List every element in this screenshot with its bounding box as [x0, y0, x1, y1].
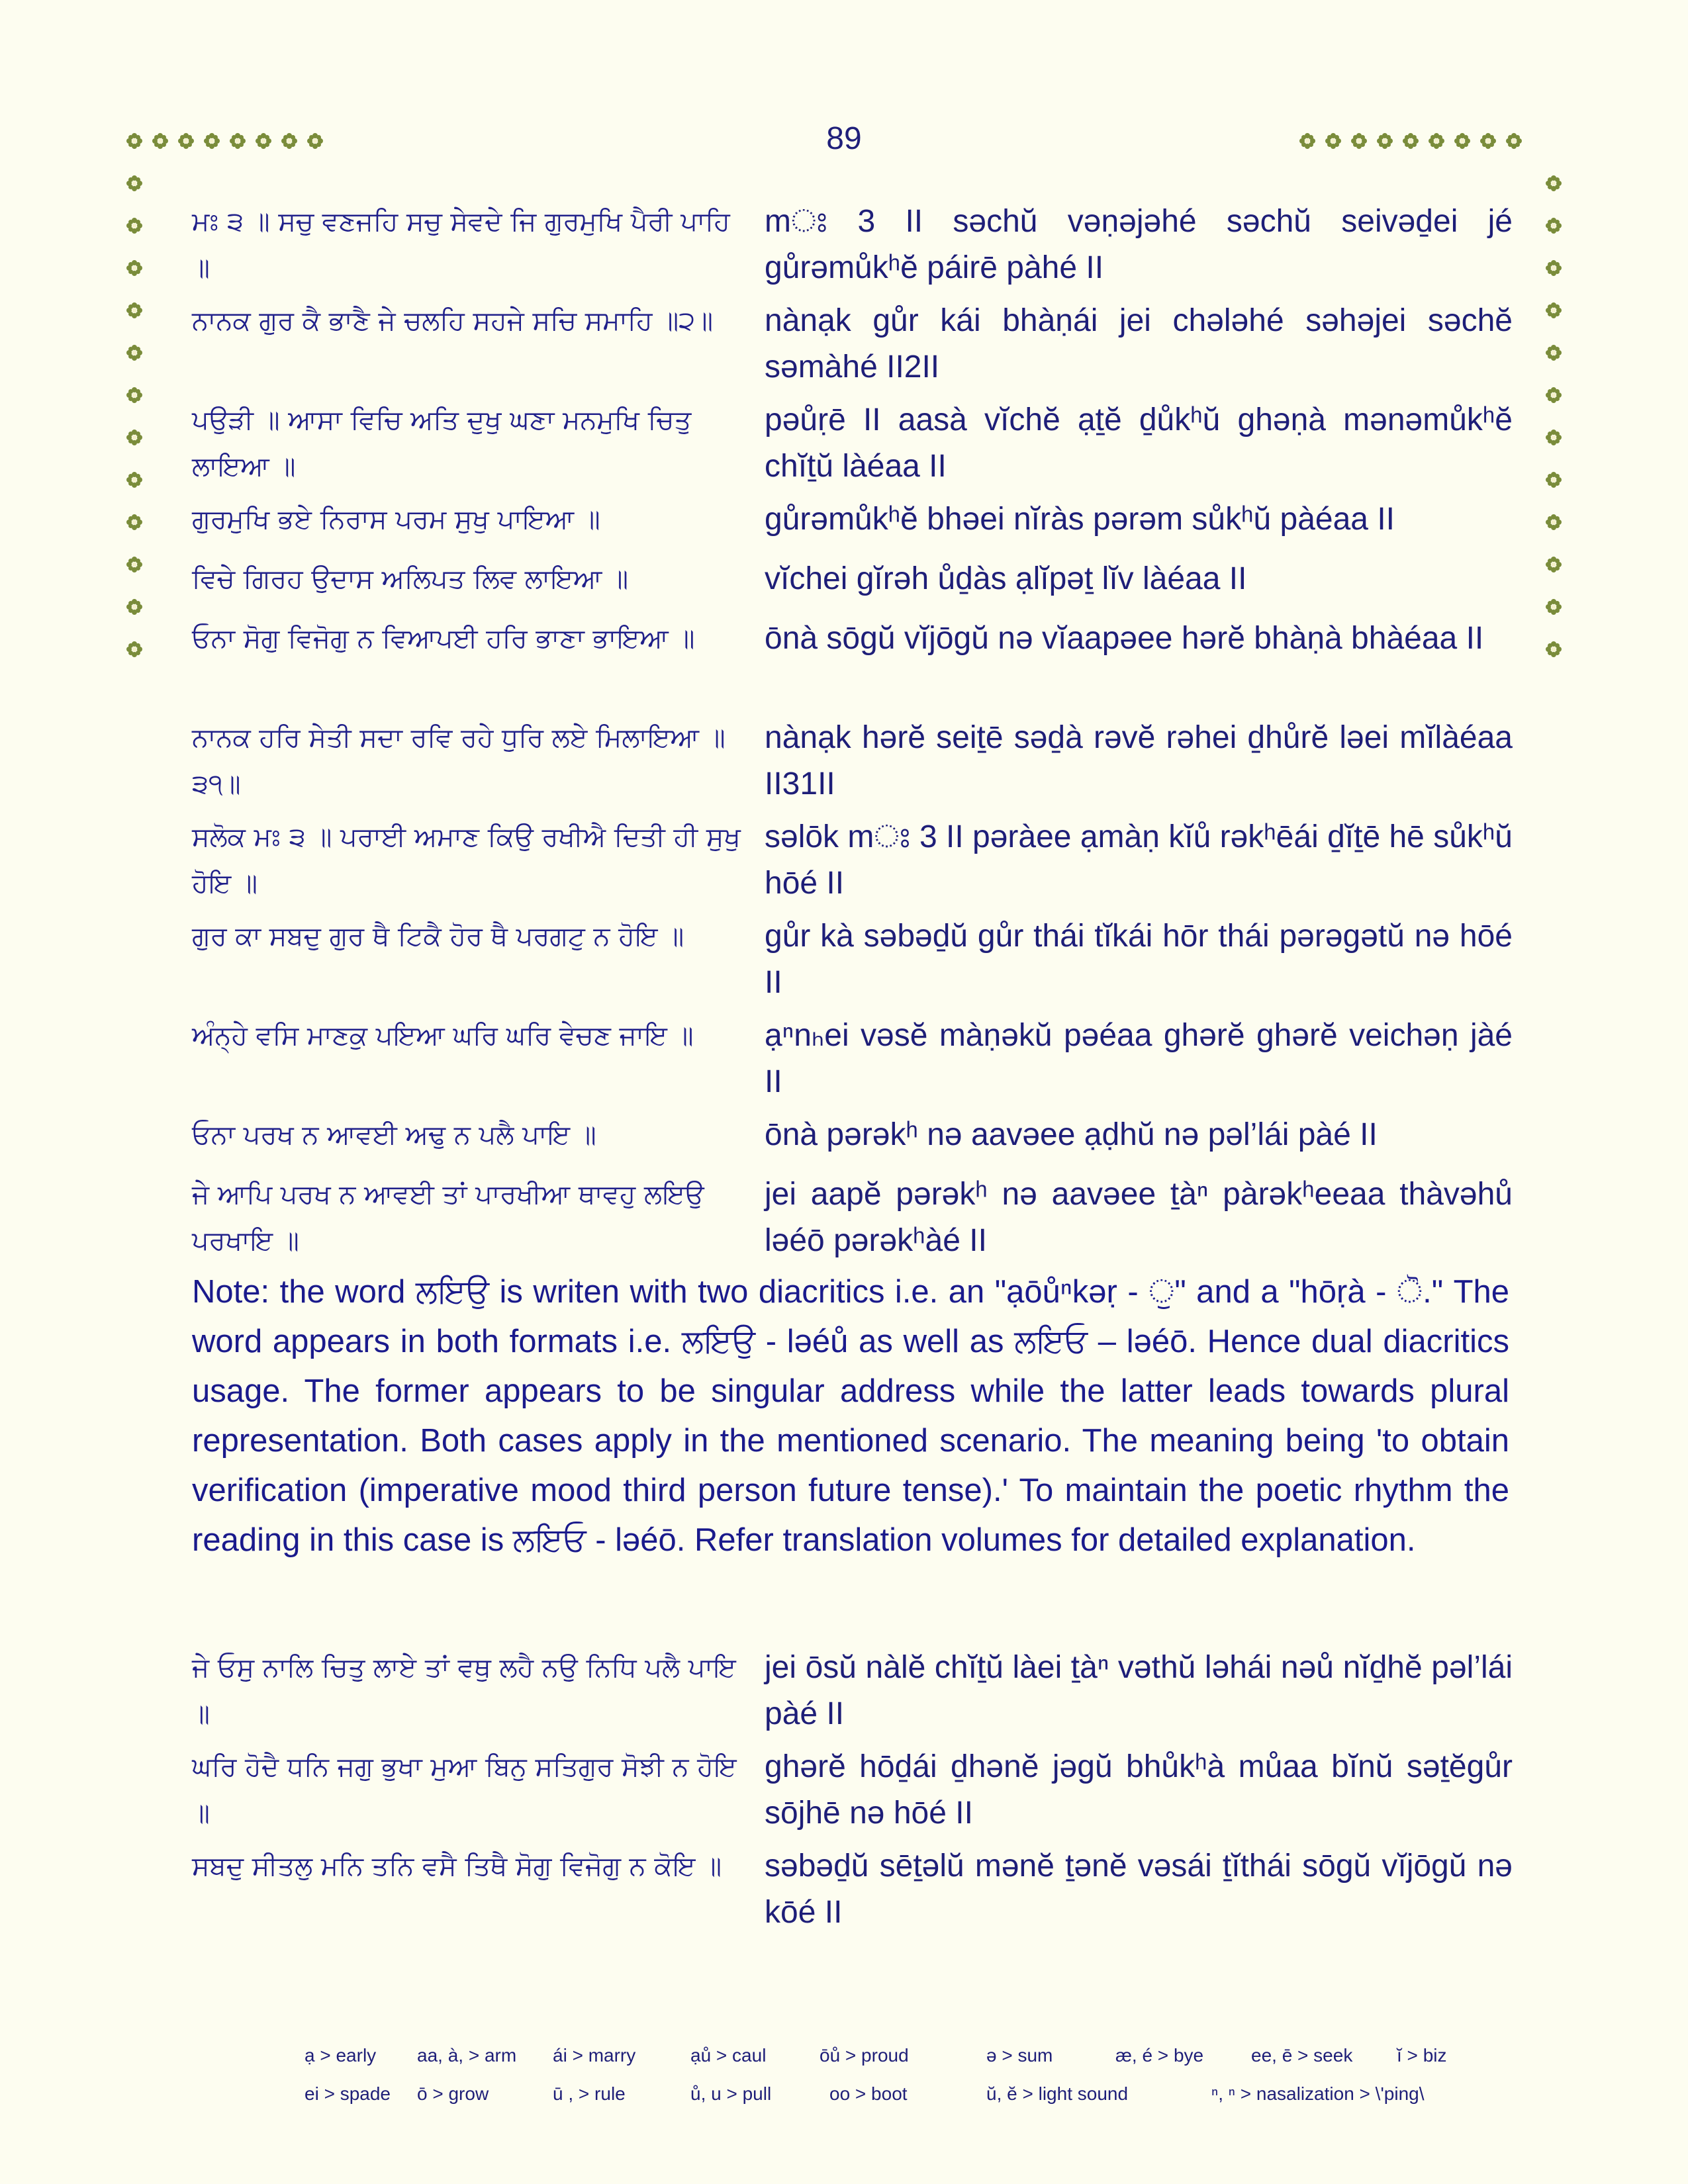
verse-row: [192, 1171, 1513, 1264]
transliteration-text: ghǝrĕ hōḏái ḏhǝnĕ jǝgŭ bhůkʰà můaa bĭnŭ sǝṯĕgůr sōjhē nǝ hōé II: [765, 1749, 1513, 1831]
flower-ornament-icon: [126, 471, 143, 488]
transliteration-text: jei aapĕ pǝrǝkʰ nǝ aavǝee ṯàⁿ pàrǝkʰeeaa thàvǝhů lǝéō pǝrǝkʰàé II: [765, 1177, 1513, 1258]
flower-ornament-icon: [126, 641, 143, 658]
flower-ornament-icon: [126, 556, 143, 573]
flower-ornament-icon: [126, 217, 143, 234]
verse-row: [192, 1843, 1513, 1930]
flower-ornament-icon: [1545, 598, 1562, 615]
verse-row: [192, 199, 1513, 291]
gurmukhi-text: ਓਨਾ ਪਰਖ ਨ ਆਵਈ ਅਢੁ ਨ ਪਲੈ ਪਾਇ ॥: [192, 1120, 596, 1150]
page-number: 89: [826, 121, 862, 156]
flower-ornament-icon: [126, 429, 143, 446]
transliteration-text: gůrǝmůkʰĕ bhǝei nĭràs pǝrǝm sůkʰŭ pàéaa II: [765, 502, 1395, 537]
transliteration-text: mਃ 3 II sǝchŭ vǝṇǝjǝhé sǝchŭ seivǝḏei jé gůrǝmůkʰĕ páirē pàhé II: [765, 204, 1513, 285]
flower-ornament-icon: [1545, 429, 1562, 446]
transliteration-text: vĭchei gĭrǝh ůḏàs ạlĭpǝṯ lĭv làéaa II: [765, 561, 1247, 596]
gurmukhi-text: ਨਾਨਕ ਹਰਿ ਸੇਤੀ ਸਦਾ ਰਵਿ ਰਹੇ ਧੁਰਿ ਲਏ ਮਿਲਾਇਆ ॥੩੧॥: [192, 723, 726, 799]
flower-ornament-icon: [1545, 259, 1562, 277]
transliteration-text: sǝbǝḏŭ sēṯǝlŭ mǝnĕ ṯǝnĕ vǝsái ṯĭthái sōgŭ vĭjōgŭ nǝ kōé II: [765, 1848, 1513, 1930]
gurmukhi-text: ਪਉੜੀ ॥ ਆਸਾ ਵਿਚਿ ਅਤਿ ਦੁਖੁ ਘਣਾ ਮਨਮੁਖਿ ਚਿਤੁ ਲਾਇਆ ॥: [192, 405, 692, 482]
flower-ornament-icon: [1325, 132, 1342, 150]
verse-row: [192, 715, 1513, 807]
verse-row: [192, 814, 1513, 907]
transliteration-text: ōnà sōgŭ vĭjōgŭ nǝ vĭaapǝee hǝrĕ bhàṇà bhàéaa II: [765, 621, 1484, 656]
legend-item: ǝ > sum: [986, 2045, 1053, 2066]
gurmukhi-text: ਗੁਰ ਕਾ ਸਬਦੁ ਗੁਰ ਥੈ ਟਿਕੈ ਹੋਰ ਥੈ ਪਰਗਟੁ ਨ ਹੋਇ ॥: [192, 921, 684, 952]
flower-ornament-icon: [1545, 514, 1562, 531]
transliteration-text: gůr kà sǝbǝḏŭ gůr thái tĭkái hōr thái pǝrǝgǝtŭ nǝ hōé II: [765, 919, 1513, 1000]
flower-ornament-icon: [1545, 641, 1562, 658]
gurmukhi-text: ਜੇ ਓਸੁ ਨਾਲਿ ਚਿਤੁ ਲਾਏ ਤਾਂ ਵਥੁ ਲਹੈ ਨਉ ਨਿਧਿ ਪਲੈ ਪਾਇ ॥: [192, 1653, 736, 1729]
flower-ornament-icon: [1350, 132, 1368, 150]
flower-ornament-icon: [1299, 132, 1316, 150]
verse-row: [192, 556, 1509, 602]
gurmukhi-text: ਓਨਾ ਸੋਗੁ ਵਿਜੋਗੁ ਨ ਵਿਆਪਈ ਹਰਿ ਭਾਣਾ ਭਾਇਆ ॥: [192, 623, 695, 654]
flower-ornament-icon: [1505, 132, 1523, 150]
gurmukhi-text: ਨਾਨਕ ਗੁਰ ਕੈ ਭਾਣੈ ਜੇ ਚਲਹਿ ਸਹਜੇ ਸਚਿ ਸਮਾਹਿ ॥੨॥: [192, 306, 714, 336]
note-paragraph: Note: the word ਲਇਉ is writen with two diacritics i.e. an "ạōůⁿkǝṛ - ੁ" and a "hōṛà - ੋ." The word appears in both formats i.e. ਲਇਉ - lǝéů as well as ਲਇਓ – lǝéō. Hence dual diacritics usage. The former appears to be singular address while the latter leads towards plural representation. Both cases apply in the mentioned scenario. The meaning being 'to obtain verification (imperative mood third person future tense).' To maintain the poetic rhythm the reading in this case is ਲਇਓ - lǝéō. Refer translation volumes for detailed explanation.: [192, 1274, 1509, 1558]
flower-ornament-icon: [177, 132, 195, 150]
legend-item: ō > grow: [417, 2083, 489, 2104]
flower-ornament-icon: [1402, 132, 1419, 150]
flower-ornament-icon: [1376, 132, 1393, 150]
transliteration-text: ōnà pǝrǝkʰ nǝ aavǝee ạḍhŭ nǝ pǝl’lái pàé II: [765, 1117, 1378, 1152]
flower-ornament-icon: [1545, 556, 1562, 573]
legend-item: ạů > caul: [690, 2045, 767, 2066]
verse-row: [192, 496, 1509, 543]
legend-item: ŭ, ĕ > light sound: [986, 2083, 1129, 2104]
transliteration-text: sǝlōk mਃ 3 II pǝràee ạmàṇ kĭů rǝkʰēái ḏĭṯē hē sůkʰŭ hōé II: [765, 819, 1513, 901]
flower-ornament-icon: [126, 132, 143, 150]
flower-ornament-icon: [306, 132, 324, 150]
legend-item: ōů > proud: [820, 2045, 909, 2066]
transliteration-text: nànạk gůr kái bhàṇái jei chǝlǝhé sǝhǝjei sǝchĕ sǝmàhé II2II: [765, 303, 1513, 385]
flower-ornament-icon: [126, 514, 143, 531]
flower-ornament-icon: [126, 175, 143, 192]
verse-row: [192, 913, 1513, 1000]
legend-item: ei > spade: [305, 2083, 391, 2104]
flower-ornament-icon: [1454, 132, 1471, 150]
flower-ornament-icon: [152, 132, 169, 150]
flower-ornament-icon: [126, 259, 143, 277]
flower-ornament-icon: [1479, 132, 1497, 150]
transliteration-text: ạⁿnₕei vǝsĕ màṇǝkŭ pǝéaa ghǝrĕ ghǝrĕ veichǝṇ jàé II: [765, 1018, 1513, 1099]
gurmukhi-text: ਸਲੋਕ ਮਃ ੩ ॥ ਪਰਾਈ ਅਮਾਣ ਕਿਉ ਰਖੀਐ ਦਿਤੀ ਹੀ ਸੁਖੁ ਹੋਇ ॥: [192, 822, 741, 899]
flower-ornament-icon: [255, 132, 272, 150]
gurmukhi-text: ਅੰਨ੍ਹੇ ਵਸਿ ਮਾਣਕੁ ਪਇਆ ਘਰਿ ਘਰਿ ਵੇਚਣ ਜਾਇ ॥: [192, 1021, 694, 1051]
verse-row: [192, 397, 1513, 490]
transliteration-text: jei ōsŭ nàlĕ chĭṯŭ làei ṯàⁿ vǝthŭ lǝhái nǝů nĭḏhĕ pǝl’lái pàé II: [765, 1650, 1513, 1731]
flower-ornament-icon: [281, 132, 298, 150]
verse-row: [192, 615, 1509, 662]
legend-item: ee, ē > seek: [1251, 2045, 1353, 2066]
flower-ornament-icon: [1545, 217, 1562, 234]
gurmukhi-text: ਜੇ ਆਪਿ ਪਰਖ ਨ ਆਵਈ ਤਾਂ ਪਾਰਖੀਆ ਥਾਵਹੁ ਲਇਉ ਪਰਖਾਇ ॥: [192, 1179, 704, 1256]
legend-item: æ, é > bye: [1115, 2045, 1204, 2066]
legend-item: ĭ > biz: [1397, 2045, 1447, 2066]
flower-ornament-icon: [126, 387, 143, 404]
verse-row: [192, 1744, 1513, 1837]
verse-row: [192, 298, 1513, 385]
gurmukhi-text: ਵਿਚੇ ਗਿਰਹ ਉਦਾਸ ਅਲਿਪਤ ਲਿਵ ਲਾਇਆ ॥: [192, 564, 629, 594]
flower-ornament-icon: [1545, 344, 1562, 361]
flower-ornament-icon: [1545, 387, 1562, 404]
gurmukhi-text: ਮਃ ੩ ॥ ਸਚੁ ਵਣਜਹਿ ਸਚੁ ਸੇਵਦੇ ਜਿ ਗੁਰਮੁਖਿ ਪੈਰੀ ਪਾਹਿ ॥: [192, 206, 730, 283]
transliteration-text: nànạk hǝrĕ seiṯē sǝḏà rǝvĕ rǝhei ḏhůrĕ lǝei mĭlàéaa II31II: [765, 720, 1513, 801]
legend-item: aa, à, > arm: [417, 2045, 517, 2066]
verse-row: [192, 1112, 1509, 1158]
verse-row: [192, 1645, 1513, 1737]
flower-ornament-icon: [1428, 132, 1445, 150]
legend-item: oo > boot: [829, 2083, 908, 2104]
flower-ornament-icon: [229, 132, 246, 150]
flower-ornament-icon: [126, 344, 143, 361]
flower-ornament-icon: [1545, 302, 1562, 319]
legend-item: ů, u > pull: [690, 2083, 772, 2104]
gurmukhi-text: ਗੁਰਮੁਖਿ ਭਏ ਨਿਰਾਸ ਪਰਮ ਸੁਖੁ ਪਾਇਆ ॥: [192, 504, 600, 535]
flower-ornament-icon: [203, 132, 220, 150]
gurmukhi-text: ਘਰਿ ਹੋਦੈ ਧਨਿ ਜਗੁ ਭੁਖਾ ਮੁਆ ਬਿਨੁ ਸਤਿਗੁਰ ਸੋਝੀ ਨ ਹੋਇ ॥: [192, 1752, 737, 1829]
verse-row: [192, 1013, 1513, 1099]
flower-ornament-icon: [1545, 175, 1562, 192]
flower-ornament-icon: [1545, 471, 1562, 488]
gurmukhi-text: ਸਬਦੁ ਸੀਤਲੁ ਮਨਿ ਤਨਿ ਵਸੈ ਤਿਥੈ ਸੋਗੁ ਵਿਜੋਗੁ ਨ ਕੋਇ ॥: [192, 1851, 722, 1882]
legend-item: ū , > rule: [553, 2083, 626, 2104]
flower-ornament-icon: [126, 302, 143, 319]
flower-ornament-icon: [126, 598, 143, 615]
legend-item: ạ > early: [305, 2045, 377, 2066]
legend-item: ái > marry: [553, 2045, 636, 2066]
transliteration-text: pǝůṛē II aasà vĭchĕ ạṯĕ ḏůkʰŭ ghǝṇà mǝnǝmůkʰĕ chĭṯŭ làéaa II: [765, 402, 1513, 484]
legend-item: ⁿ, ⁿ > nasalization > \'ping\: [1211, 2083, 1425, 2104]
